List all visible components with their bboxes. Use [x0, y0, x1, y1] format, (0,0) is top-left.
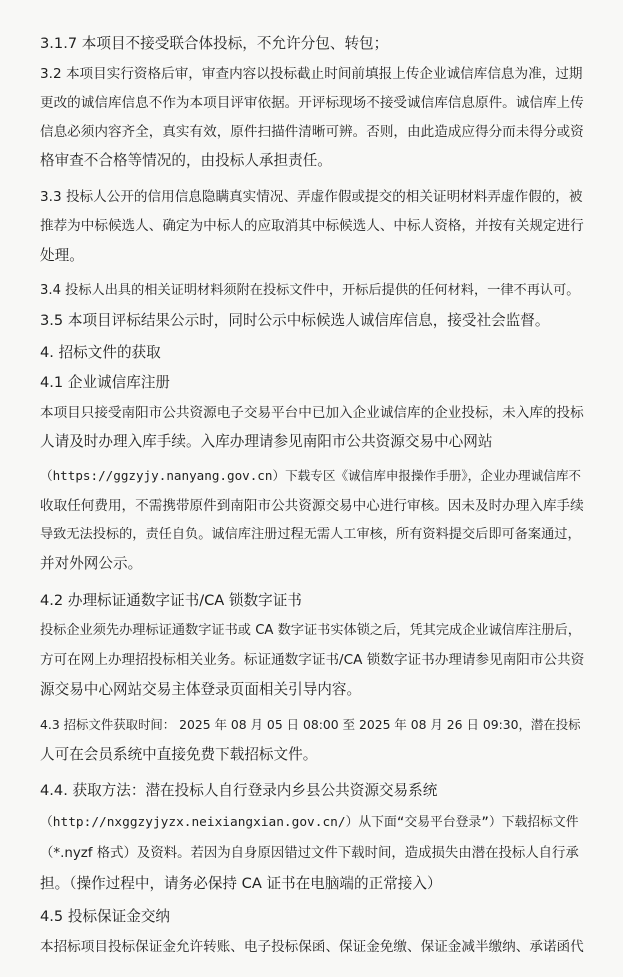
clause-3-2-line-1: 3.2 本项目实行资格后审，审查内容以投标截止时间前填报上传企业诚信库信息为准，过期 — [40, 66, 583, 82]
section-4-1-heading: 4.1 企业诚信库注册 — [40, 374, 171, 391]
section-4-5-line-1: 本招标项目投标保证金允许转账、电子投标保函、保证金免缴、保证金减半缴纳、承诺函代 — [40, 939, 584, 955]
section-4-1-line-1: 本项目只接受南阳市公共资源电子交易平台中已加入企业诚信库的企业投标，未入库的投标 — [40, 405, 584, 421]
section-4-2-heading: 4.2 办理标证通数字证书/CA 锁数字证书 — [40, 592, 302, 609]
section-4-4-line-4: 担。（操作过程中，请务必保持 CA 证书在电脑端的正常接入） — [40, 875, 442, 892]
section-4-4-line-1: 4.4. 获取方法：潜在投标人自行登录内乡县公共资源交易系统 — [40, 782, 438, 799]
section-4-2-line-1: 投标企业须先办理标证通数字证书或 CA 数字证书实体锁之后，凭其完成企业诚信库注册后， — [40, 623, 581, 638]
section-4-4-line-3: （*.nyzf 格式）及资料。若因为自身原因错过文件下载时间，造成损失由潜在投标人自行承 — [40, 846, 579, 861]
section-4-heading: 4. 招标文件的获取 — [40, 344, 161, 361]
clause-3-2-line-4: 格审查不合格等情况的，由投标人承担责任。 — [40, 152, 332, 169]
section-4-5-heading: 4.5 投标保证金交纳 — [40, 908, 171, 925]
section-4-1-line-2: 人请及时办理入库手续。入库办理请参见南阳市公共资源交易中心网站 — [40, 433, 493, 450]
section-4-2-line-3: 源交易中心网站交易主体登录页面相关引导内容。 — [40, 681, 362, 698]
clause-3-2-line-2: 更改的诚信库信息不作为本项目评审依据。开评标现场不接受诚信库信息原件。诚信库上传 — [40, 95, 584, 111]
section-4-1-url-line: （https://ggzyjy.nanyang.gov.cn）下载专区《诚信库申报操作手册》，企业办理诚信库不 — [40, 468, 582, 483]
clause-3-3-line-3: 处理。 — [40, 247, 84, 264]
clause-3-3-line-1: 3.3 投标人公开的信用信息隐瞒真实情况、弄虚作假或提交的相关证明材料弄虚作假的，被 — [40, 189, 583, 205]
section-4-1-line-5: 导致无法投标的，责任自负。诚信库注册过程无需人工审核，所有资料提交后即可备案通过， — [40, 527, 581, 542]
section-4-1-line-4: 收取任何费用，不需携带原件到南阳市公共资源交易中心进行审核。因未及时办理入库手续 — [40, 498, 584, 514]
clause-3-5: 3.5 本项目评标结果公示时，同时公示中标候选人诚信库信息，接受社会监督。 — [40, 312, 550, 329]
section-4-3-line-2: 人可在会员系统中直接免费下载招标文件。 — [40, 746, 318, 763]
clause-3-2-line-3: 信息必须内容齐全，真实有效，原件扫描件清晰可辨。否则，由此造成应得分而未得分或资 — [40, 124, 584, 140]
section-4-3-line-1: 4.3 招标文件获取时间： 2025 年 08 月 05 日 08:00 至 2025 年 08 月 26 日 09:30，潜在投标 — [40, 717, 581, 732]
clause-3-3-line-2: 推荐为中标候选人、确定为中标人的应取消其中标候选人、中标人资格，并按有关规定进行 — [40, 218, 584, 234]
clause-3-4: 3.4 投标人出具的相关证明材料须附在投标文件中，开标后提供的任何材料，一律不再认可。 — [40, 283, 580, 298]
section-4-1-line-6: 并对外网公示。 — [40, 555, 143, 572]
section-4-4-url-line: （http://nxggzyjyzx.neixiangxian.gov.cn/）从下面“交易平台登录”）下载招标文件 — [40, 815, 579, 830]
section-4-2-line-2: 方可在网上办理招投标相关业务。标证通数字证书/CA 锁数字证书办理请参见南阳市公共资 — [40, 652, 585, 668]
clause-3-1-7: 3.1.7 本项目不接受联合体投标，不允许分包、转包； — [40, 35, 389, 52]
